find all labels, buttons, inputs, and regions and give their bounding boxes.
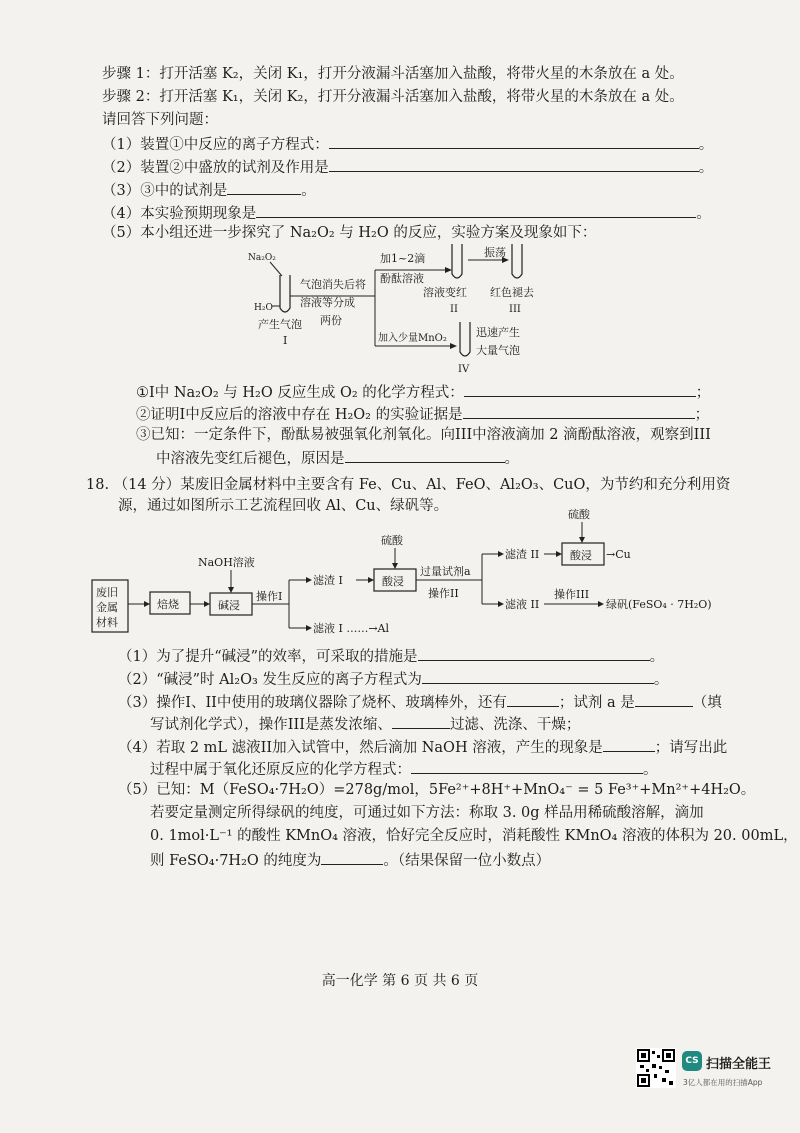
op2-label: 操作II xyxy=(428,587,459,600)
part-1-text: （1）为了提升“碱浸”的效率，可采取的措施是 xyxy=(118,649,418,665)
period: 。 xyxy=(504,451,519,467)
filtrate-1-label: 滤液 I ……→Al xyxy=(313,622,390,635)
arrowhead xyxy=(498,601,504,607)
part-4b xyxy=(150,759,658,779)
answer-blank xyxy=(463,404,695,419)
instructions: 请回答下列问题： xyxy=(102,112,218,128)
part-3a-text-2: ；试剂 a 是 xyxy=(558,695,635,711)
answer-blank xyxy=(256,203,696,218)
question-5: （5）本小组还进一步探究了 Na₂O₂ 与 H₂O 的反应，实验方案及现象如下： xyxy=(102,225,597,241)
part-5d xyxy=(150,850,550,870)
answer-blank xyxy=(603,737,655,752)
page-footer: 高一化学 第 6 页 共 6 页 xyxy=(321,973,479,989)
experiment-diagram xyxy=(240,240,580,380)
arrowhead xyxy=(368,577,374,583)
tube-I-label: I xyxy=(283,334,288,347)
op1-label: 操作I xyxy=(256,590,283,603)
shake-label: 振荡 xyxy=(484,246,506,259)
qr-code-icon xyxy=(636,1048,676,1088)
sub-question-1 xyxy=(136,382,710,402)
part-2 xyxy=(118,669,668,689)
answer-blank xyxy=(422,669,654,684)
semicolon: ； xyxy=(695,385,711,401)
part-1 xyxy=(118,646,664,666)
mno2-label: 加入少量MnO₂ xyxy=(378,333,447,344)
reagent-arrow xyxy=(270,262,282,276)
answer-blank xyxy=(507,692,559,707)
split-text-3: 两份 xyxy=(320,314,342,327)
period: 。 xyxy=(698,160,714,176)
arrowhead xyxy=(306,577,312,583)
arrowhead xyxy=(498,551,504,557)
step-2: 步骤 2：打开活塞 K₁，关闭 K₂，打开分液漏斗活塞加入盐酸，将带火星的木条放在 a 处。 xyxy=(102,89,684,105)
part-5d-text: 则 FeSO₄·7H₂O 的纯度为 xyxy=(150,853,322,869)
question-4 xyxy=(102,203,711,223)
part-2-text: （2）“碱浸”时 Al₂O₃ 发生反应的离子方程式为 xyxy=(118,672,422,688)
question-2-text: （2）装置②中盛放的试剂及作用是 xyxy=(102,160,329,176)
answer-blank xyxy=(329,134,699,149)
answer-blank xyxy=(635,692,693,707)
answer-blank xyxy=(321,850,383,865)
scanner-brand: 扫描全能王 xyxy=(706,1057,772,1072)
fade-label: 红色褪去 xyxy=(490,286,534,299)
sub-question-2-text: ②证明I中反应后的溶液中存在 H₂O₂ 的实验证据是 xyxy=(136,407,463,423)
reagent-label: 过量试剂a xyxy=(420,565,471,578)
question-18-line-2: 源，通过如图所示工艺流程回收 Al、Cu、绿矾等。 xyxy=(118,498,449,514)
product-label: 绿矾(FeSO₄ · 7H₂O) xyxy=(606,598,712,611)
part-3b xyxy=(150,714,580,734)
part-3a-text: （3）操作I、II中使用的玻璃仪器除了烧杯、玻璃棒外，还有 xyxy=(118,695,507,711)
arrowhead xyxy=(598,601,604,607)
part-3a xyxy=(118,692,722,712)
period: 。 xyxy=(696,206,711,222)
arrowhead xyxy=(579,537,585,543)
part-4a xyxy=(118,737,727,757)
residue-2-label: 滤渣 II xyxy=(505,548,540,561)
fast-label-2: 大量气泡 xyxy=(476,344,520,357)
sub-question-2 xyxy=(136,404,709,424)
period: 。 xyxy=(643,762,658,778)
water-label: H₂O xyxy=(254,303,273,313)
copper-label: →Cu xyxy=(606,548,631,561)
part-4a-text: （4）若取 2 mL 滤液II加入试管中，然后滴加 NaOH 溶液，产生的现象是 xyxy=(118,740,603,756)
part-3b-text: 写试剂化学式），操作III是蒸发浓缩、 xyxy=(150,717,392,733)
split-text-1: 气泡消失后将 xyxy=(300,278,366,291)
waste-label-3: 材料 xyxy=(96,616,118,629)
period: 。 xyxy=(301,183,316,199)
red-label: 溶液变红 xyxy=(423,286,467,299)
answer-blank xyxy=(464,382,696,397)
acid-2-label: 硫酸 xyxy=(568,508,590,521)
sub-question-3b xyxy=(156,448,519,468)
arrowhead xyxy=(450,343,457,349)
test-tube-II xyxy=(452,244,462,278)
part-4b-text: 过程中属于氧化还原反应的化学方程式： xyxy=(150,762,411,778)
acid-leach-1-label: 酸浸 xyxy=(382,575,404,588)
op3-label: 操作III xyxy=(554,588,590,601)
question-1 xyxy=(102,134,713,154)
question-3-text: （3）③中的试剂是 xyxy=(102,183,228,199)
waste-label-1: 废旧 xyxy=(96,586,118,599)
part-5c: 0. 1mol·L⁻¹ 的酸性 KMnO₄ 溶液，恰好完全反应时，消耗酸性 KMnO₄ 溶液的体积为 20. 00mL， xyxy=(150,828,798,844)
test-tube-I xyxy=(280,275,290,312)
naoh-label: NaOH溶液 xyxy=(198,556,255,569)
test-tube-IV xyxy=(460,322,470,356)
semicolon: ； xyxy=(694,407,710,423)
question-2 xyxy=(102,157,713,177)
part-3b-text-2: 过滤、洗涤、干燥； xyxy=(449,717,581,733)
question-3 xyxy=(102,180,316,200)
scanner-logo-icon: CS xyxy=(682,1051,702,1071)
period: 。 xyxy=(698,137,714,153)
answer-blank xyxy=(392,714,450,729)
sub-question-3a: ③已知：一定条件下，酚酞易被强氧化剂氧化。向III中溶液滴加 2 滴酚酞溶液，观察到III xyxy=(136,427,711,443)
roast-label: 焙烧 xyxy=(157,598,179,611)
arrowhead xyxy=(556,551,562,557)
arrowhead xyxy=(306,625,312,631)
part-3a-text-3: （填 xyxy=(692,695,722,711)
tube-IV-label: IV xyxy=(458,364,470,375)
arrowhead xyxy=(144,601,150,607)
question-18-line-1: 18. （14 分）某废旧金属材料中主要含有 Fe、Cu、Al、FeO、Al₂O₃、CuO，为节约和充分利用资 xyxy=(86,477,731,493)
answer-blank xyxy=(227,180,301,195)
step-1: 步骤 1：打开活塞 K₂，关闭 K₁，打开分液漏斗活塞加入盐酸，将带火星的木条放在 a 处。 xyxy=(102,66,684,82)
answer-blank xyxy=(411,759,643,774)
add-phenol-2: 酚酞溶液 xyxy=(380,272,424,285)
process-flow-diagram xyxy=(84,504,724,644)
part-4a-text-2: ；请写出此 xyxy=(654,740,728,756)
arrowhead xyxy=(228,587,234,593)
period: 。 xyxy=(649,649,665,665)
tube-III-label: III xyxy=(509,304,521,315)
answer-blank xyxy=(418,646,650,661)
sub-question-3b-text: 中溶液先变红后褪色，原因是 xyxy=(156,451,345,467)
scanner-tagline: 3亿人都在用的扫描App xyxy=(683,1078,763,1087)
test-tube-III xyxy=(512,244,522,278)
arrowhead xyxy=(204,601,210,607)
arrowhead xyxy=(392,563,398,569)
residue-1-label: 滤渣 I xyxy=(313,574,343,587)
tube-II-label: II xyxy=(450,304,458,315)
part-5d-text-2: 。（结果保留一位小数点） xyxy=(383,853,551,869)
waste-label-2: 金属 xyxy=(96,601,118,614)
part-5a: （5）已知：M（FeSO₄·7H₂O）=278g/mol，5Fe²⁺+8H⁺+MnO₄⁻ = 5 Fe³⁺+Mn²⁺+4H₂O。 xyxy=(118,782,756,798)
question-1-text: （1）装置①中反应的离子方程式： xyxy=(102,137,329,153)
na2o2-label: Na₂O₂ xyxy=(248,253,276,263)
gas-label: 产生气泡 xyxy=(258,318,302,331)
part-5b: 若要定量测定所得绿矾的纯度，可通过如下方法：称取 3. 0g 样品用稀硫酸溶解，滴加 xyxy=(150,805,704,821)
arrowhead xyxy=(445,267,452,273)
fast-label-1: 迅速产生 xyxy=(476,326,520,339)
split-text-2: 溶液等分成 xyxy=(300,296,355,309)
answer-blank xyxy=(329,157,699,172)
question-4-text: （4）本实验预期现象是 xyxy=(102,206,257,222)
answer-blank xyxy=(345,448,505,463)
filtrate-2-label: 滤液 II xyxy=(505,598,540,611)
sub-question-1-text: ①I中 Na₂O₂ 与 H₂O 反应生成 O₂ 的化学方程式： xyxy=(136,385,464,401)
alkali-label: 碱浸 xyxy=(218,599,240,612)
acid-leach-2-label: 酸浸 xyxy=(570,549,592,562)
acid-1-label: 硫酸 xyxy=(381,534,403,547)
period: 。 xyxy=(653,672,669,688)
add-phenol-1: 加1~2滴 xyxy=(380,252,426,265)
